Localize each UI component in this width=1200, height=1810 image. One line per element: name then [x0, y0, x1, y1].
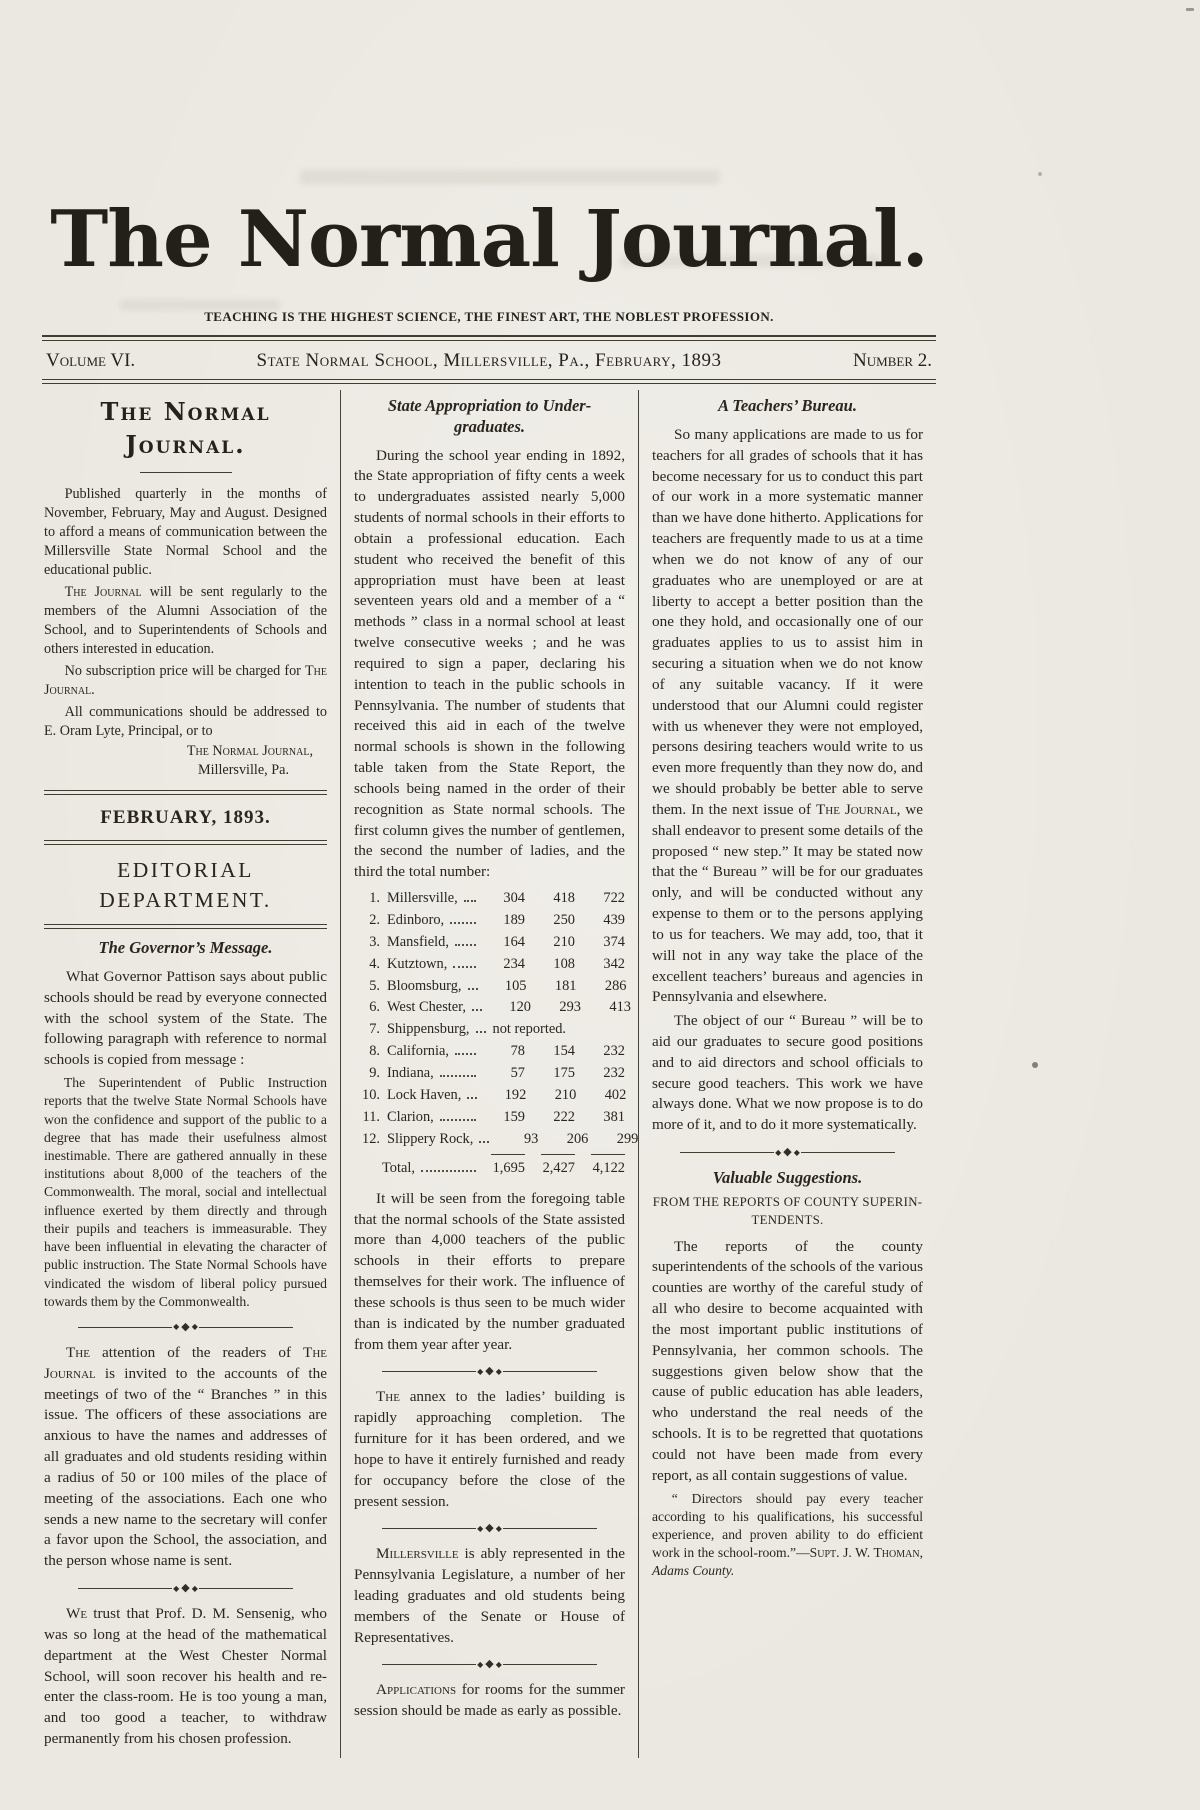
dot-leader — [440, 1075, 476, 1077]
dot-leader — [455, 944, 476, 946]
diamond-icon: ◆ — [477, 1659, 484, 1669]
table-row — [354, 1063, 625, 1085]
divider-line — [382, 1371, 476, 1372]
table-row — [354, 888, 625, 910]
row-number: 4. — [369, 955, 380, 972]
table-row — [354, 1085, 625, 1107]
ladies-count: 222 — [553, 1108, 575, 1125]
scan-speck — [1038, 172, 1042, 176]
diamond-icon: ◆ — [495, 1366, 502, 1376]
gentlemen-count: 78 — [510, 1043, 525, 1060]
diamond-icon: ◆ — [173, 1322, 180, 1332]
article-paragraph — [354, 1387, 625, 1512]
journal-smallcaps: The Journal. — [44, 663, 327, 699]
gentlemen-total: 1,695 — [492, 1159, 525, 1176]
article-paragraph — [354, 1680, 625, 1722]
total-count: 722 — [603, 890, 625, 906]
table-row — [354, 932, 625, 954]
address-line: Millersville, Pa. — [197, 761, 289, 778]
gentlemen-count: 304 — [503, 890, 525, 906]
ladies-count: 293 — [559, 999, 581, 1016]
total-count: 286 — [604, 977, 627, 994]
school-name: Millersville, — [387, 890, 458, 906]
ladies-count: 108 — [553, 955, 575, 972]
total-count: 232 — [603, 1043, 625, 1060]
masthead-tagline: TEACHING IS THE HIGHEST SCIENCE, THE FINEST ART, THE NOBLEST PROFESSION. — [204, 309, 774, 325]
address-line: The Normal Journal, — [186, 742, 313, 759]
rule — [481, 1154, 525, 1155]
gentlemen-count: 105 — [504, 977, 527, 994]
section-divider — [78, 1322, 293, 1333]
table-row — [354, 1019, 625, 1041]
table-row — [354, 954, 625, 976]
lead-smallcaps: The — [376, 1388, 400, 1406]
quote-county: Adams County. — [652, 1562, 735, 1578]
month-heading: FEBRUARY, 1893. — [100, 807, 271, 829]
paragraph-text: No subscription price will be charged for — [64, 663, 305, 680]
total-count: 439 — [603, 911, 625, 928]
paragraph-text: trust that Prof. D. M. Sensenig, who was so long at the head of the mathematical department at the West Chester Normal School, will soon recover his health and re-enter the class-room. He is too young a man, and too good a teacher, to withdraw permanently from his chosen profession. — [44, 1605, 327, 1748]
rule — [575, 1154, 625, 1155]
article-paragraph — [44, 1343, 327, 1572]
gentlemen-count: 164 — [503, 933, 525, 950]
divider-line — [680, 1152, 774, 1153]
paragraph-text: , we shall endeavor to present some details of the proposed “ new step.” It may be stated now that the “ Bureau ” will be for our graduates only, and will be conducted without any expense to them or to the persons applying to us for teachers. We may add, too, that it will not in any way take the place of the excellent teachers’ bureaus and agencies in Pennsylvania and elsewhere. — [652, 800, 923, 1006]
diamond-icon: ◆ — [181, 1320, 190, 1333]
total-label: Total, — [382, 1159, 415, 1176]
total-count: 299 — [616, 1130, 639, 1147]
column-left — [42, 390, 340, 1758]
section-divider — [680, 1147, 895, 1158]
article-paragraph: It will be seen from the foregoing table that the normal schools of the State assisted more than 4,000 teachers of the public schools in their efforts to prepare themselves for their work. The influence of these schools is thus seen to be much wider than is indicated by the number graduated from them year after year. — [354, 1189, 625, 1353]
dot-leader — [455, 1053, 476, 1055]
lead-smallcaps: The — [66, 1343, 90, 1361]
row-number: 1. — [369, 890, 380, 906]
gentlemen-count: 234 — [503, 955, 525, 972]
double-rule — [44, 924, 327, 929]
article-paragraph — [652, 425, 923, 1008]
row-number: 12. — [362, 1130, 380, 1147]
school-name: Lock Haven, — [387, 1087, 462, 1104]
column-right — [638, 390, 936, 1758]
article-paragraph: The object of our “ Bureau ” will be to aid our graduates to secure good positions and to aid directors and school officials to secure good teachers. This work we have always done. What we now propose is to do more of it, and to do it more systematically. — [652, 1012, 923, 1134]
section-divider — [78, 1583, 293, 1594]
gentlemen-count: 192 — [504, 1087, 527, 1104]
ladies-count: 154 — [553, 1043, 575, 1060]
diamond-icon: ◆ — [485, 1365, 494, 1378]
article-paragraph — [44, 1604, 327, 1750]
message-excerpt: The Superintendent of Public Instruction reports that the twelve State Normal Schools have won the confidence and support of the public to a degree that has made their usefulness almost inestimable. There are gathered annually in these institutions about 8,000 of the teachers of the Commonwealth. The moral, social and intellectual influence exerted by them directly and through their pupils and teachers is immeasurable. They have been influential in elevating the character of public instruction. The State Normal Schools have vindicated the wisdom of liberal policy pursued towards them by the Commonwealth. — [44, 1075, 327, 1309]
divider-line — [199, 1588, 293, 1589]
table-row — [354, 1041, 625, 1063]
columns — [42, 390, 936, 1758]
quote-text: “ Directors should pay every teacher according to his qualifications, his successful experience, and proven ability to do efficient work in the school-room.” — [652, 1490, 923, 1560]
divider-line — [382, 1664, 476, 1665]
publication-info-paragraph — [44, 583, 327, 659]
masthead — [42, 0, 936, 325]
diamond-icon: ◆ — [783, 1146, 792, 1159]
school-name: Shippensburg, — [387, 1021, 470, 1038]
divider-line — [78, 1327, 172, 1328]
lead-smallcaps: Millersville — [376, 1545, 459, 1563]
paragraph-text: is ably represented in the Pennsylvania Legislature, a number of her leading graduates and old students being members of the Senate or House of Representatives. — [354, 1545, 625, 1646]
journal-smallcaps: The Journal — [815, 800, 897, 818]
diamond-icon: ◆ — [793, 1147, 800, 1157]
heading-line: State Appropriation to Under- — [387, 396, 592, 416]
dot-leader — [468, 988, 478, 990]
diamond-icon: ◆ — [181, 1582, 190, 1595]
diamond-icon: ◆ — [191, 1322, 198, 1332]
gentlemen-count: 93 — [523, 1130, 539, 1147]
divider-line — [78, 1588, 172, 1589]
gentlemen-count: 57 — [510, 1065, 525, 1082]
section-divider — [382, 1659, 597, 1670]
subheading-line: FROM THE REPORTS OF COUNTY SUPERIN- — [652, 1194, 923, 1209]
diamond-icon: ◆ — [495, 1659, 502, 1669]
subheading-line: TENDENTS. — [751, 1212, 824, 1227]
paragraph-text: will be sent regularly to the members of the Alumni Association of the School, and to Superintendents of Schools and others interested in education. — [44, 584, 327, 658]
row-number: 11. — [362, 1108, 380, 1125]
row-number: 7. — [369, 1021, 380, 1038]
table-row — [354, 997, 631, 1019]
diamond-icon: ◆ — [485, 1522, 494, 1535]
school-name: Bloomsburg, — [387, 977, 462, 994]
ladies-count: 175 — [553, 1065, 575, 1082]
article-heading-valuable-suggestions: Valuable Suggestions. — [712, 1168, 863, 1188]
dot-leader — [421, 1170, 476, 1172]
school-name: West Chester, — [387, 999, 466, 1016]
diamond-icon: ◆ — [477, 1366, 484, 1376]
ladies-count: 210 — [553, 933, 575, 950]
heading-line: graduates. — [453, 416, 526, 436]
column-middle — [340, 390, 638, 1758]
total-rules — [354, 1154, 625, 1155]
row-number: 5. — [369, 977, 380, 994]
total-count: 342 — [603, 955, 625, 972]
diamond-icon: ◆ — [173, 1583, 180, 1593]
volume-label: Volume VI. — [46, 350, 136, 372]
scan-speck — [1032, 1062, 1038, 1068]
table-row — [354, 976, 625, 998]
diamond-icon: ◆ — [775, 1147, 782, 1157]
school-name: Slippery Rock, — [387, 1130, 474, 1147]
table-row — [354, 910, 625, 932]
publication-info-paragraph: Published quarterly in the months of November, February, May and August. Designed to afford a means of communication between the Millersville State Normal School and the educational public. — [44, 486, 327, 579]
section-divider — [382, 1366, 597, 1377]
journal-nameplate: The Normal Journal. — [100, 397, 271, 460]
table-row — [354, 1129, 639, 1151]
paragraph-text: So many applications are made to us for teachers for all grades of schools that it has become necessary for us to conduct this part of our work in a more systematic manner than we have done hitherto. Applications for teachers are frequently made to us at a time when we do not know of any of our graduates who are unemployed or are at liberty to accept a better position than the one they hold, and occasionally one of our graduates applies to us to assist him in securing a situation when we do not know of any suitable vacancy. If it were understood that our Alumni could register with us whenever they were not employed, persons desiring teachers would write to us even more frequently than they now do, and we should probably be better able to serve them. In the next issue of — [652, 425, 923, 818]
appropriation-table — [354, 888, 639, 1180]
double-rule — [42, 379, 936, 384]
superintendent-quote — [652, 1490, 923, 1580]
page-title: The Normal Journal. — [50, 194, 928, 285]
total-count: 232 — [603, 1065, 625, 1082]
table-row — [354, 1107, 625, 1129]
article-heading-teachers-bureau: A Teachers’ Bureau. — [718, 396, 857, 416]
row-number: 2. — [369, 911, 380, 928]
diamond-icon: ◆ — [191, 1583, 198, 1593]
ladies-count: 418 — [553, 890, 575, 906]
gentlemen-count: 120 — [509, 999, 531, 1016]
ladies-total: 2,427 — [542, 1159, 575, 1176]
article-paragraph — [354, 1544, 625, 1648]
suggestions-subheading — [652, 1194, 923, 1230]
diamond-icon: ◆ — [495, 1523, 502, 1533]
paragraph-text: attention of the readers of — [89, 1343, 304, 1361]
total-count: 374 — [603, 933, 625, 950]
table-total-row — [354, 1157, 625, 1180]
school-name: California, — [387, 1043, 449, 1060]
journal-smallcaps: The Journal — [64, 584, 142, 601]
department-heading: EDITORIAL DEPARTMENT. — [99, 858, 272, 912]
article-heading-state-appropriation — [354, 396, 625, 437]
article-paragraph: What Governor Pattison says about public schools should be read by everyone connected with the school system of the State. The following paragraph with reference to normal schools is copied from message : — [44, 967, 327, 1069]
journal-smallcaps: The Journal — [44, 1343, 327, 1382]
gentlemen-count: 189 — [503, 911, 525, 928]
section-divider — [382, 1523, 597, 1534]
row-number: 9. — [369, 1065, 380, 1082]
row-number: 10. — [362, 1087, 380, 1104]
lead-smallcaps: Applications — [376, 1681, 457, 1699]
dot-leader — [472, 1009, 482, 1011]
row-number: 3. — [369, 933, 380, 950]
school-name: Edinboro, — [387, 911, 445, 928]
gentlemen-count: 159 — [503, 1108, 525, 1125]
ladies-count: 250 — [553, 911, 575, 928]
dot-leader — [467, 1097, 477, 1099]
rule — [525, 1154, 575, 1155]
school-name: Kutztown, — [387, 955, 448, 972]
article-heading-governors-message: The Governor’s Message. — [98, 938, 273, 958]
total-count: 413 — [609, 999, 631, 1016]
dot-leader — [450, 922, 476, 924]
dot-leader — [464, 900, 476, 902]
dateline: State Normal School, Millersville, Pa., February, 1893 — [256, 350, 722, 372]
publication-info-paragraph: All communications should be addressed to E. Oram Lyte, Principal, or to — [44, 704, 327, 740]
diamond-icon: ◆ — [477, 1523, 484, 1533]
paragraph-text: for rooms for the summer session should be made as early as possible. — [354, 1681, 625, 1720]
diamond-icon: ◆ — [485, 1658, 494, 1671]
divider-line — [503, 1528, 597, 1529]
volume-row — [42, 341, 936, 379]
ladies-count: 206 — [566, 1130, 589, 1147]
divider-line — [382, 1528, 476, 1529]
quote-attribution: —Supt. J. W. Thoman, — [796, 1544, 923, 1560]
lead-smallcaps: We — [66, 1605, 88, 1623]
total-count: 402 — [604, 1087, 627, 1104]
publication-info-paragraph — [44, 662, 327, 700]
row-number: 6. — [369, 999, 380, 1016]
paragraph-text: is invited to the accounts of the meetings of two of the “ Branches ” in this issue. The officers of these associations are anxious to have the names and addresses of all graduates and old students residing within a radius of 50 or 100 miles of the place of meeting of the associations. Each one who sends a new name to the secretary will confer a favor upon the School, the association, and the person whose name is sent. — [44, 1364, 327, 1570]
divider-line — [503, 1664, 597, 1665]
scan-speck — [1186, 8, 1194, 11]
not-reported-note: not reported. — [492, 1021, 567, 1038]
row-number: 8. — [369, 1043, 380, 1060]
article-paragraph: During the school year ending in 1892, the State appropriation of fifty cents a week to undergraduates assisted nearly 5,000 students of normal schools in their efforts to obtain a professional education. Each student who received the benefit of this appropriation must have been at least seventeen years old and a member of a “ methods ” class in a normal school at least twelve consecutive weeks ; and he was required to sign a paper, declaring his intention to teach in the public schools in Pennsylvania. The number of students that received this aid in each of the twelve normal schools is shown in the following table taken from the State Report, the schools being named in the order of their recognition as State normal schools. The first column gives the number of gentlemen, the second the number of ladies, and the third the total number: — [354, 446, 625, 881]
school-name: Clarion, — [387, 1108, 434, 1125]
dot-leader — [453, 966, 476, 968]
dot-leader — [440, 1119, 476, 1121]
issue-number: Number 2. — [853, 350, 932, 372]
divider-line — [199, 1327, 293, 1328]
article-paragraph: The reports of the county superintendents of the schools of the various counties are worthy of the careful study of all who desire to become acquainted with the most important public institutions of Pennsylvania, her common schools. The suggestions given below show that the cause of public education has able leaders, who understand the real needs of the schools. It is to be regretted that quotations could not have been made from every report, as all contain suggestions of value. — [652, 1237, 923, 1484]
divider-line — [503, 1371, 597, 1372]
paragraph-text: annex to the ladies’ building is rapidly approaching completion. The furniture for it has been ordered, and we hope to have it entirely furnished and ready for occupancy before the close of the present session. — [354, 1388, 625, 1510]
dot-leader — [479, 1141, 489, 1143]
grand-total: 4,122 — [592, 1159, 625, 1176]
total-count: 381 — [603, 1108, 625, 1125]
school-name: Mansfield, — [387, 933, 449, 950]
ladies-count: 181 — [554, 977, 577, 994]
ladies-count: 210 — [554, 1087, 577, 1104]
school-name: Indiana, — [387, 1065, 434, 1082]
short-rule — [140, 472, 232, 473]
divider-line — [801, 1152, 895, 1153]
dot-leader — [476, 1031, 486, 1033]
